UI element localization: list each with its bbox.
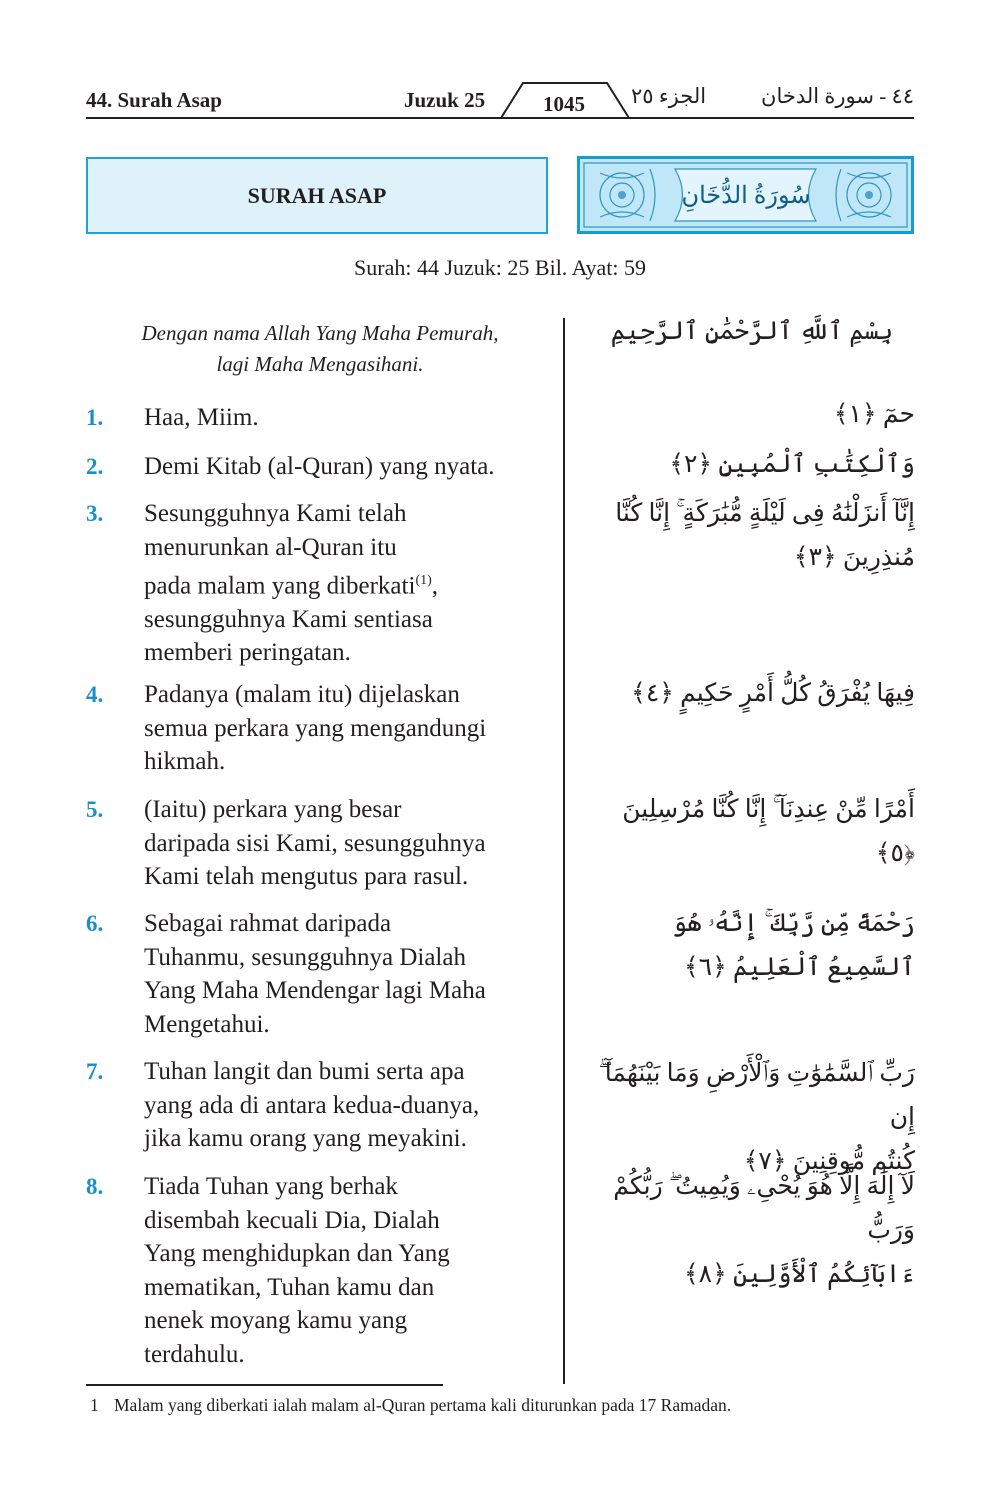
verse-line-text: pada malam yang diberkati (144, 572, 416, 600)
verse-line: nenek moyang kamu yang (144, 1307, 408, 1334)
verse-arabic (585, 492, 915, 580)
verse-text (144, 907, 562, 1041)
verse-line: daripada sisi Kami, sesungguhnya (144, 829, 486, 857)
basmalah-translation (96, 318, 544, 380)
verse-number: 8. (86, 1174, 104, 1199)
verse-line: Yang Maha Mendengar lagi Maha (144, 977, 486, 1004)
verse-arabic (585, 393, 915, 437)
verse-line: Sebagai rahmat daripada (144, 910, 392, 937)
verse-line: Tiada Tuhan yang berhak (144, 1173, 398, 1200)
arabic-line: مُنذِرِينَ ﴿٣﴾ (793, 544, 915, 571)
arabic-line: ءَابَآئِكُمُ ٱلْأَوَّلِينَ ﴿٨﴾ (683, 1261, 915, 1288)
verse-text (144, 401, 562, 435)
verse-arabic (585, 443, 915, 487)
verse-line: hikmah. (144, 748, 226, 775)
banner-arabic-name: سُورَةُ الدُّخَانِ (681, 182, 811, 209)
footnote-text: Malam yang diberkati ialah malam al-Quran pertama kali diturunkan pada 17 Ramadan. (114, 1395, 732, 1415)
header-surah-arabic: ٤٤ - سورة الدخان (761, 84, 914, 108)
footnote-ref: (1) (415, 573, 432, 588)
surah-info: Surah: 44 Juzuk: 25 Bil. Ayat: 59 (354, 255, 646, 280)
verse-line: memberi peringatan. (144, 639, 351, 667)
verse-number: 2. (86, 454, 104, 479)
verse-arabic (585, 672, 915, 716)
arabic-line: رَحْمَةً مِّن رَّبِّكَ ۚ إِنَّهُۥ هُوَ ٱلسَّمِيعُ ٱلْعَلِيمُ ﴿٦﴾ (672, 910, 915, 981)
verse-line: Tuhan langit dan bumi serta apa (144, 1058, 465, 1085)
verse-line: disembah kecuali Dia, Dialah (144, 1206, 440, 1234)
surah-title-box (86, 157, 548, 234)
verse-number: 5. (86, 797, 104, 822)
arabic-line: أَمْرًا مِّنْ عِندِنَآ ۚ إِنَّا كُنَّا مُرْسِلِينَ ﴿٥﴾ (622, 796, 915, 867)
header-juzuk-arabic: الجزء ٢٥ (631, 84, 707, 108)
verse-line: Yang menghidupkan dan Yang (144, 1240, 450, 1267)
footnote-rule (86, 1384, 443, 1386)
verse-text (144, 1170, 562, 1371)
verse-text (144, 793, 562, 894)
verse-number: 7. (86, 1059, 104, 1084)
verse-number: 1. (86, 405, 104, 430)
basmalah-line-2: lagi Maha Mengasihani. (216, 352, 424, 376)
verse-line: Demi Kitab (al-Quran) yang nyata. (144, 453, 495, 480)
footnote-number: 1 (90, 1395, 99, 1415)
page-number: 1045 (543, 92, 585, 116)
verse-line: Kami telah mengutus para rasul. (144, 863, 469, 890)
verse-text (144, 450, 562, 484)
verse-line: mematikan, Tuhan kamu dan (144, 1273, 435, 1301)
basmalah-arabic: بِسْمِ ٱللَّهِ ٱلرَّحْمَٰنِ ٱلرَّحِيمِ (610, 318, 894, 345)
verse-arabic (585, 902, 915, 990)
verse-line: Tuhanmu, sesungguhnya Dialah (144, 943, 466, 971)
surah-calligraphy-banner (577, 156, 914, 234)
arabic-line: وَٱلْكِتَٰبِ ٱلْمُبِينِ ﴿٢﴾ (669, 451, 915, 478)
verse-line: terdahulu. (144, 1340, 245, 1368)
arabic-line: إِنَّآ أَنزَلْنَٰهُ فِى لَيْلَةٍ مُّبَٰرَكَةٍ ۚ إِنَّا كُنَّا (615, 500, 915, 527)
basmalah-line-1: Dengan nama Allah Yang Maha Pemurah, (141, 321, 499, 345)
running-header (86, 78, 914, 126)
surah-title: SURAH ASAP (247, 182, 387, 208)
verse-arabic (585, 1165, 915, 1297)
column-divider (563, 318, 565, 1384)
verse-line (144, 564, 562, 603)
header-surah-label: 44. Surah Asap (86, 88, 222, 112)
verse-number: 4. (86, 682, 104, 707)
arabic-line: رَبِّ ٱلسَّمَٰوَٰتِ وَٱلْأَرْضِ وَمَا بَيْنَهُمَآ ۖ إِن (598, 1060, 915, 1131)
arabic-line: فِيهَا يُفْرَقُ كُلُّ أَمْرٍ حَكِيمٍ ﴿٤﴾ (631, 680, 915, 707)
verse-arabic (585, 788, 915, 876)
verse-number: 3. (86, 501, 104, 526)
verse-text (144, 497, 562, 670)
verse-line: Haa, Miim. (144, 404, 259, 431)
verse-line-suffix: , (431, 572, 439, 600)
verse-line: yang ada di antara kedua-duanya, (144, 1091, 480, 1119)
arabic-line: حمٓ ﴿١﴾ (833, 401, 915, 428)
verse-number: 6. (86, 911, 104, 936)
verse-line: menurunkan al-Quran itu (144, 533, 397, 561)
verse-line: (Iaitu) perkara yang besar (144, 796, 402, 823)
arabic-line: كُنتُم مُّوقِنِينَ ﴿٧﴾ (743, 1148, 915, 1175)
verse-line: jika kamu orang yang meyakini. (144, 1125, 467, 1152)
verse-text (144, 1055, 562, 1156)
verse-line: semua perkara yang mengandungi (144, 714, 487, 742)
header-rule (86, 117, 914, 119)
verse-line: Mengetahui. (144, 1010, 270, 1038)
arabic-line: لَآ إِلَٰهَ إِلَّا هُوَ يُحْىِۦ وَيُمِيتُ ۖ رَبُّكُمْ وَرَبُّ (613, 1173, 915, 1244)
verse-line: Sesungguhnya Kami telah (144, 500, 407, 527)
footnote (90, 1395, 731, 1416)
verse-text (144, 678, 562, 779)
verse-line: Padanya (malam itu) dijelaskan (144, 681, 460, 708)
verse-line: sesungguhnya Kami sentiasa (144, 605, 433, 633)
header-juzuk-label: Juzuk 25 (404, 88, 486, 112)
